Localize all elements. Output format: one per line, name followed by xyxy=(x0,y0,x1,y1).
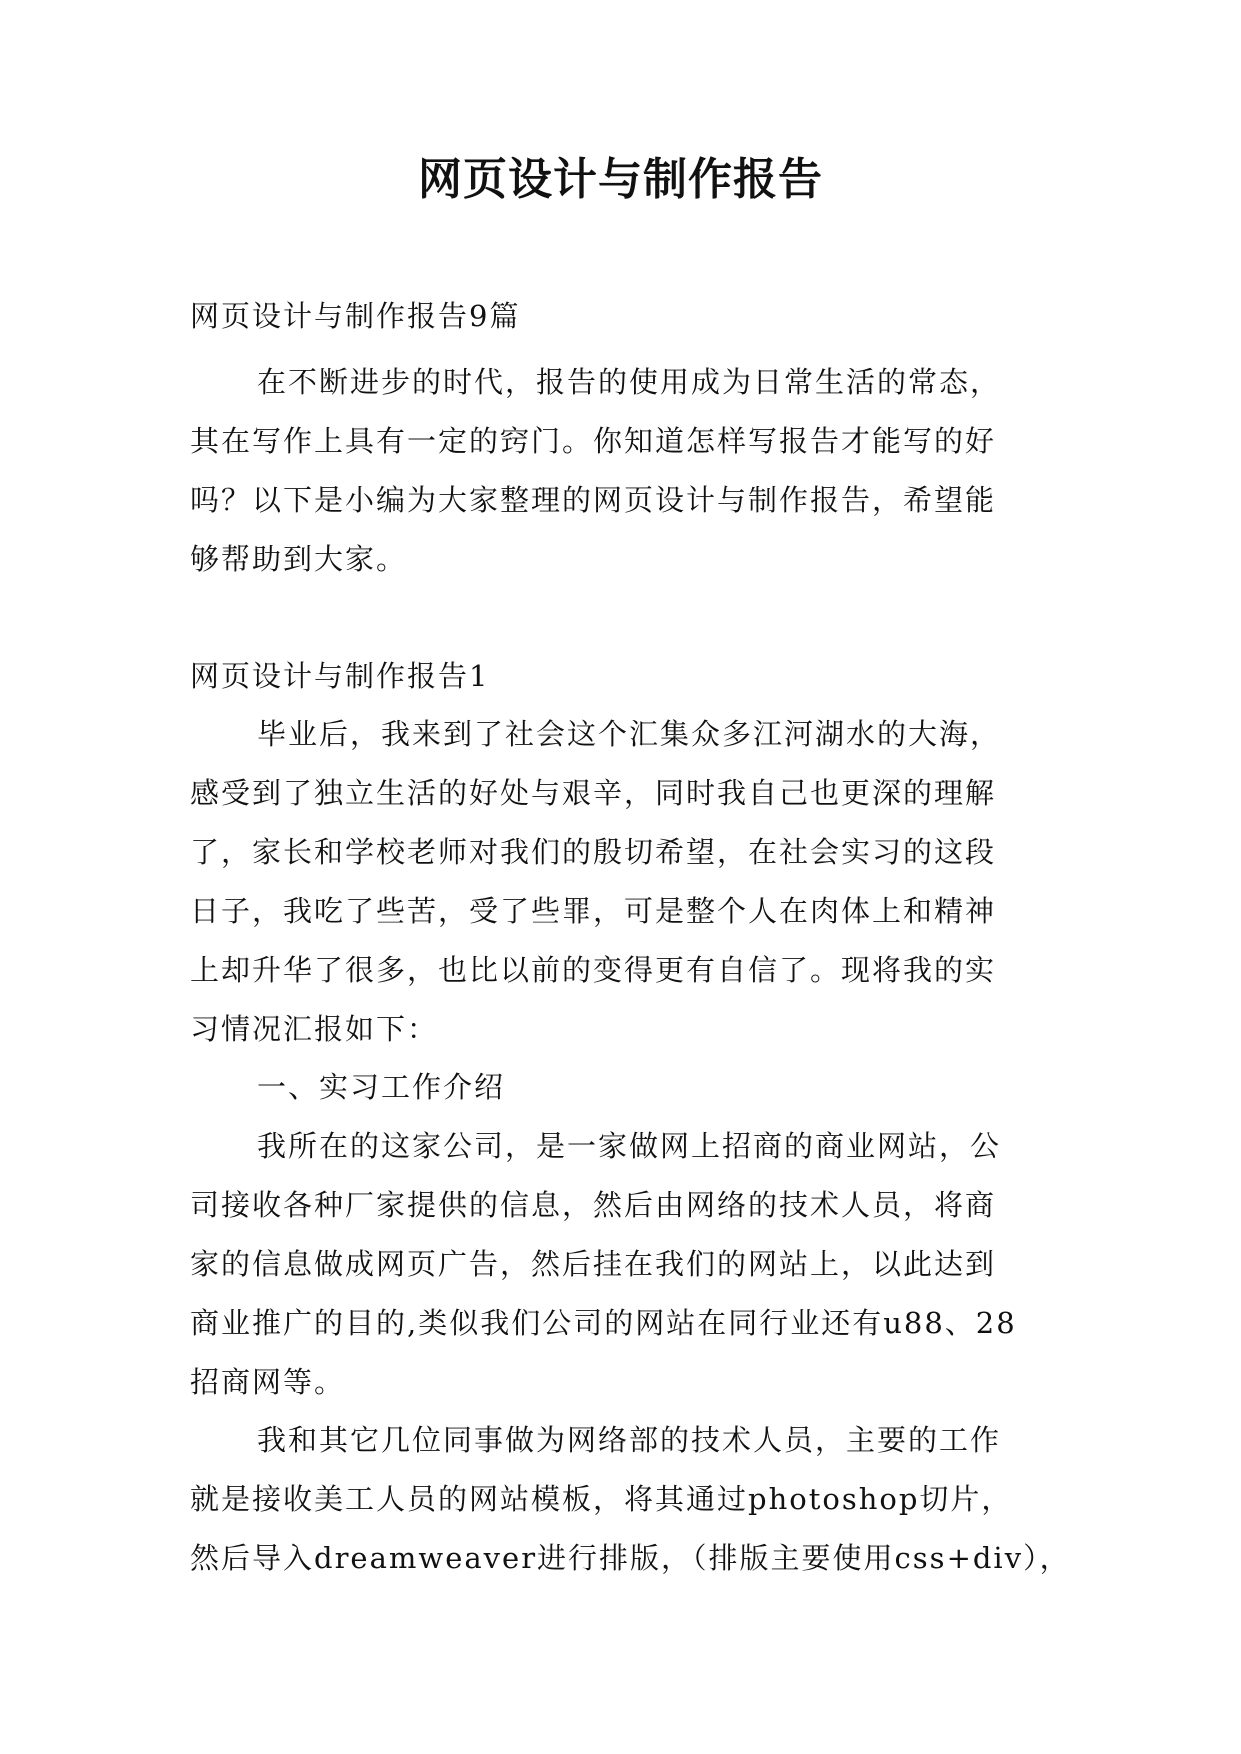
para1-line-4: 日子，我吃了些苦，受了些罪，可是整个人在肉体上和精神 xyxy=(190,894,997,928)
para2-line-4: 商业推广的目的,类似我们公司的网站在同行业还有u88、28 xyxy=(190,1306,1017,1340)
para1-line-5: 上却升华了很多，也比以前的变得更有自信了。现将我的实 xyxy=(190,953,997,987)
para1-line-3: 了，家长和学校老师对我们的殷切希望，在社会实习的这段 xyxy=(190,835,997,869)
para1-line-2: 感受到了独立生活的好处与艰辛，同时我自己也更深的理解 xyxy=(190,776,997,810)
document-title: 网页设计与制作报告 xyxy=(418,154,823,205)
intro-line-1: 在不断进步的时代，报告的使用成为日常生活的常态， xyxy=(257,365,1002,399)
para2-line-2: 司接收各种厂家提供的信息，然后由网络的技术人员，将商 xyxy=(190,1188,997,1222)
section-heading-1: 网页设计与制作报告1 xyxy=(190,659,490,693)
para1-line-1: 毕业后，我来到了社会这个汇集众多江河湖水的大海， xyxy=(257,717,1002,751)
para3-line-2: 就是接收美工人员的网站模板，将其通过photoshop切片， xyxy=(190,1482,1013,1516)
subheading-1: 一、实习工作介绍 xyxy=(257,1070,506,1104)
para3-line-3: 然后导入dreamweaver进行排版，（排版主要使用css+div）， xyxy=(190,1541,1071,1575)
para1-line-6: 习情况汇报如下： xyxy=(190,1012,439,1046)
intro-line-2: 其在写作上具有一定的窍门。你知道怎样写报告才能写的好 xyxy=(190,424,997,458)
intro-line-3: 吗？以下是小编为大家整理的网页设计与制作报告，希望能 xyxy=(190,483,997,517)
intro-line-4: 够帮助到大家。 xyxy=(190,542,408,576)
para2-line-1: 我所在的这家公司，是一家做网上招商的商业网站，公 xyxy=(257,1129,1002,1163)
document-subtitle: 网页设计与制作报告9篇 xyxy=(190,299,521,333)
para2-line-3: 家的信息做成网页广告，然后挂在我们的网站上，以此达到 xyxy=(190,1247,997,1281)
para2-line-5: 招商网等。 xyxy=(190,1365,346,1399)
para3-line-1: 我和其它几位同事做为网络部的技术人员，主要的工作 xyxy=(257,1423,1002,1457)
